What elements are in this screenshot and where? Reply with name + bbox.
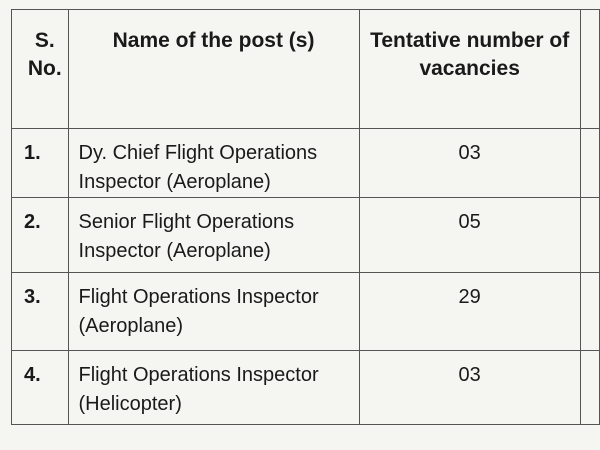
row-post-name	[68, 273, 359, 351]
row-sno	[12, 273, 69, 351]
table-row	[12, 129, 600, 198]
row-sno-text: 2.	[24, 211, 41, 233]
row-post-name	[68, 351, 359, 425]
row-edge-cell	[580, 198, 599, 273]
row-post-name-line2: (Aeroplane)	[78, 315, 184, 337]
table-header-row	[12, 10, 600, 129]
header-sno	[12, 10, 69, 129]
row-sno	[12, 198, 69, 273]
row-vacancies	[359, 273, 580, 351]
header-post-name-text: Name of the post (s)	[112, 29, 315, 52]
row-sno-text: 1.	[24, 142, 41, 164]
row-vacancies	[359, 198, 580, 273]
row-edge-cell	[580, 273, 599, 351]
row-post-name-line1: Dy. Chief Flight Operations	[78, 142, 318, 164]
row-vacancies	[359, 129, 580, 198]
header-vacancies-line2: vacancies	[419, 57, 520, 80]
vacancy-table	[11, 9, 600, 425]
row-sno-text: 4.	[24, 364, 41, 386]
row-post-name-line2: Inspector (Aeroplane)	[78, 240, 271, 262]
row-sno	[12, 351, 69, 425]
table-row	[12, 198, 600, 273]
row-post-name-line1: Flight Operations Inspector	[78, 364, 319, 386]
row-edge-cell	[580, 129, 599, 198]
row-vacancies-text: 03	[458, 142, 481, 164]
row-post-name	[68, 198, 359, 273]
row-vacancies	[359, 351, 580, 425]
header-post-name	[68, 10, 359, 129]
row-sno-text: 3.	[24, 286, 41, 308]
table-row	[12, 351, 600, 425]
row-post-name-line2: Inspector (Aeroplane)	[78, 171, 271, 193]
row-vacancies-text: 29	[458, 286, 481, 308]
header-sno-line1: S.	[34, 29, 55, 52]
header-vacancies-line1: Tentative number of	[370, 29, 570, 52]
row-edge-cell	[580, 351, 599, 425]
row-vacancies-text: 03	[458, 364, 481, 386]
row-post-name-line2: (Helicopter)	[78, 393, 182, 415]
table-row	[12, 273, 600, 351]
row-post-name-line1: Senior Flight Operations	[78, 211, 295, 233]
header-edge-cell	[580, 10, 599, 129]
header-vacancies	[359, 10, 580, 129]
row-vacancies-text: 05	[458, 211, 481, 233]
row-sno	[12, 129, 69, 198]
row-post-name-line1: Flight Operations Inspector	[78, 286, 319, 308]
header-sno-line2: No.	[27, 57, 62, 80]
row-post-name	[68, 129, 359, 198]
